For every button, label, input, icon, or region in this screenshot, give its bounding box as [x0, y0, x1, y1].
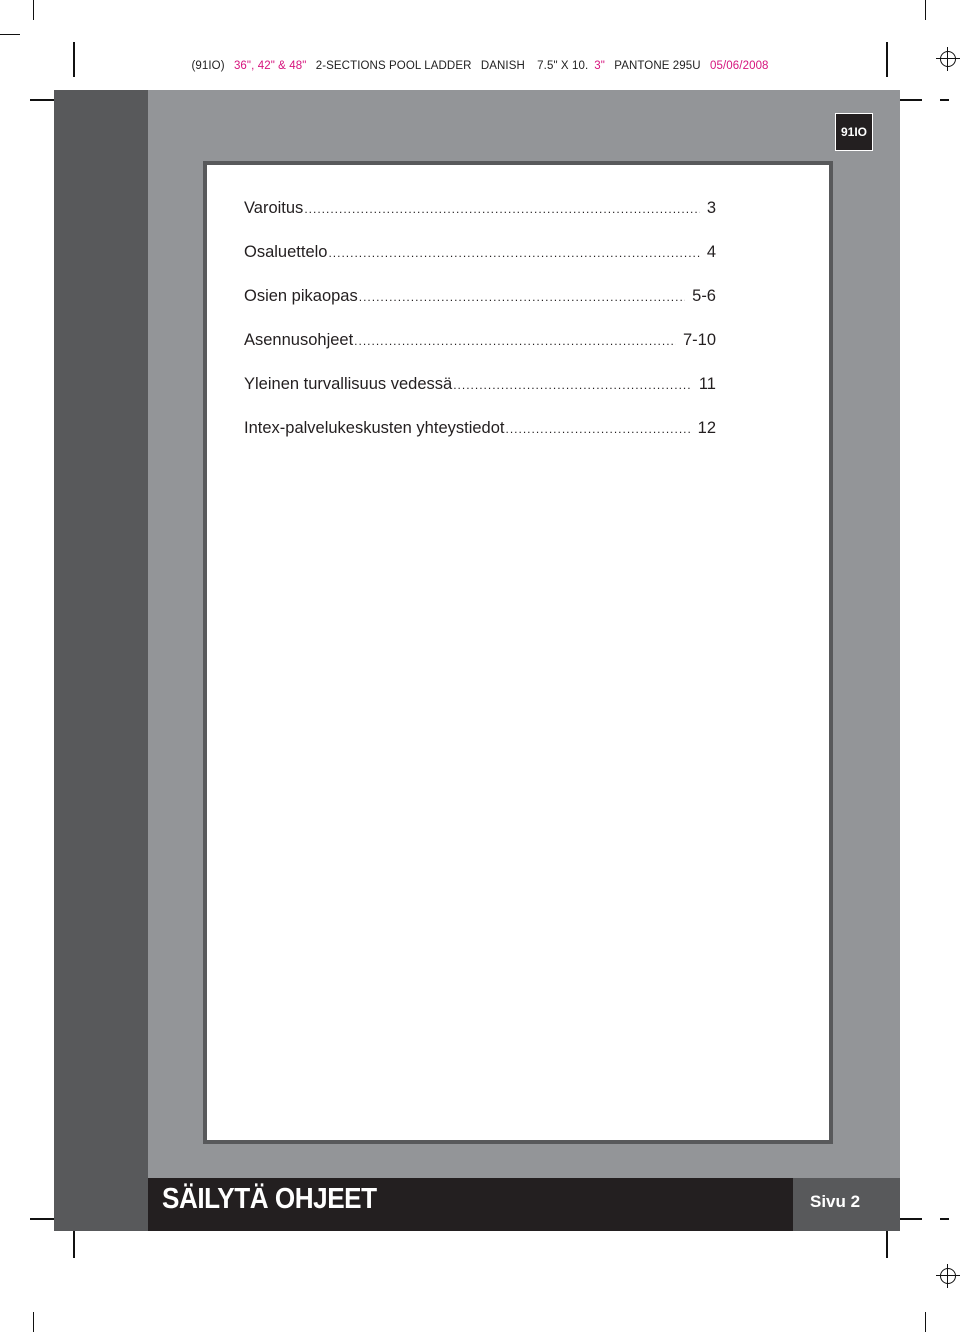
- toc-row[interactable]: [244, 375, 716, 419]
- model-code-badge: 91IO: [835, 113, 873, 151]
- crop-mark: [33, 1312, 34, 1332]
- toc-title: Osien pikaopas: [244, 287, 358, 305]
- toc-row[interactable]: [244, 331, 716, 375]
- toc-title: Intex-palvelukeskusten yhteystiedot: [244, 419, 505, 437]
- toc-page: 3: [706, 199, 716, 217]
- page-spine: [54, 90, 148, 1231]
- toc-page: 12: [697, 419, 716, 437]
- header-dims-a: 7.5" X 10.: [537, 60, 589, 72]
- crop-mark: [925, 0, 926, 20]
- toc-page: 7-10: [682, 331, 716, 349]
- footer-title: SÄILYTÄ OHJEET: [162, 1183, 377, 1215]
- crop-mark: [925, 1312, 926, 1332]
- toc-title: Yleinen turvallisuus vedessä: [244, 375, 453, 393]
- toc-page: 4: [706, 243, 716, 261]
- toc-row[interactable]: [244, 419, 716, 463]
- toc-leader: [359, 290, 685, 304]
- toc-leader: [453, 378, 692, 392]
- toc-leader: [354, 334, 676, 348]
- registration-mark-icon: [940, 1268, 956, 1284]
- toc-leader: [304, 202, 700, 216]
- crop-mark: [886, 1228, 888, 1258]
- header-product: 2-SECTIONS POOL LADDER: [315, 60, 472, 72]
- header-date: 05/06/2008: [710, 60, 769, 72]
- header-sizes: 36", 42" & 48": [233, 60, 307, 72]
- table-of-contents: [244, 199, 716, 463]
- print-header: [0, 60, 960, 72]
- toc-row[interactable]: [244, 243, 716, 287]
- toc-leader: [328, 246, 699, 260]
- crop-mark: [0, 34, 20, 35]
- toc-leader: [505, 422, 690, 436]
- toc-page: 11: [698, 375, 716, 393]
- header-dims-b: 3": [594, 60, 605, 72]
- header-code: (91IO): [191, 60, 225, 72]
- toc-title: Asennusohjeet: [244, 331, 354, 349]
- crop-mark: [940, 1218, 949, 1220]
- crop-mark: [33, 0, 34, 20]
- page-number: Sivu 2: [810, 1192, 861, 1211]
- crop-mark: [940, 99, 949, 101]
- header-language: DANISH: [480, 60, 525, 72]
- toc-title: Osaluettelo: [244, 243, 328, 261]
- crop-mark: [73, 1228, 75, 1258]
- toc-row[interactable]: [244, 287, 716, 331]
- header-pantone: PANTONE 295U: [614, 60, 701, 72]
- toc-row[interactable]: [244, 199, 716, 243]
- toc-title: Varoitus: [244, 199, 304, 217]
- toc-page: 5-6: [692, 287, 716, 305]
